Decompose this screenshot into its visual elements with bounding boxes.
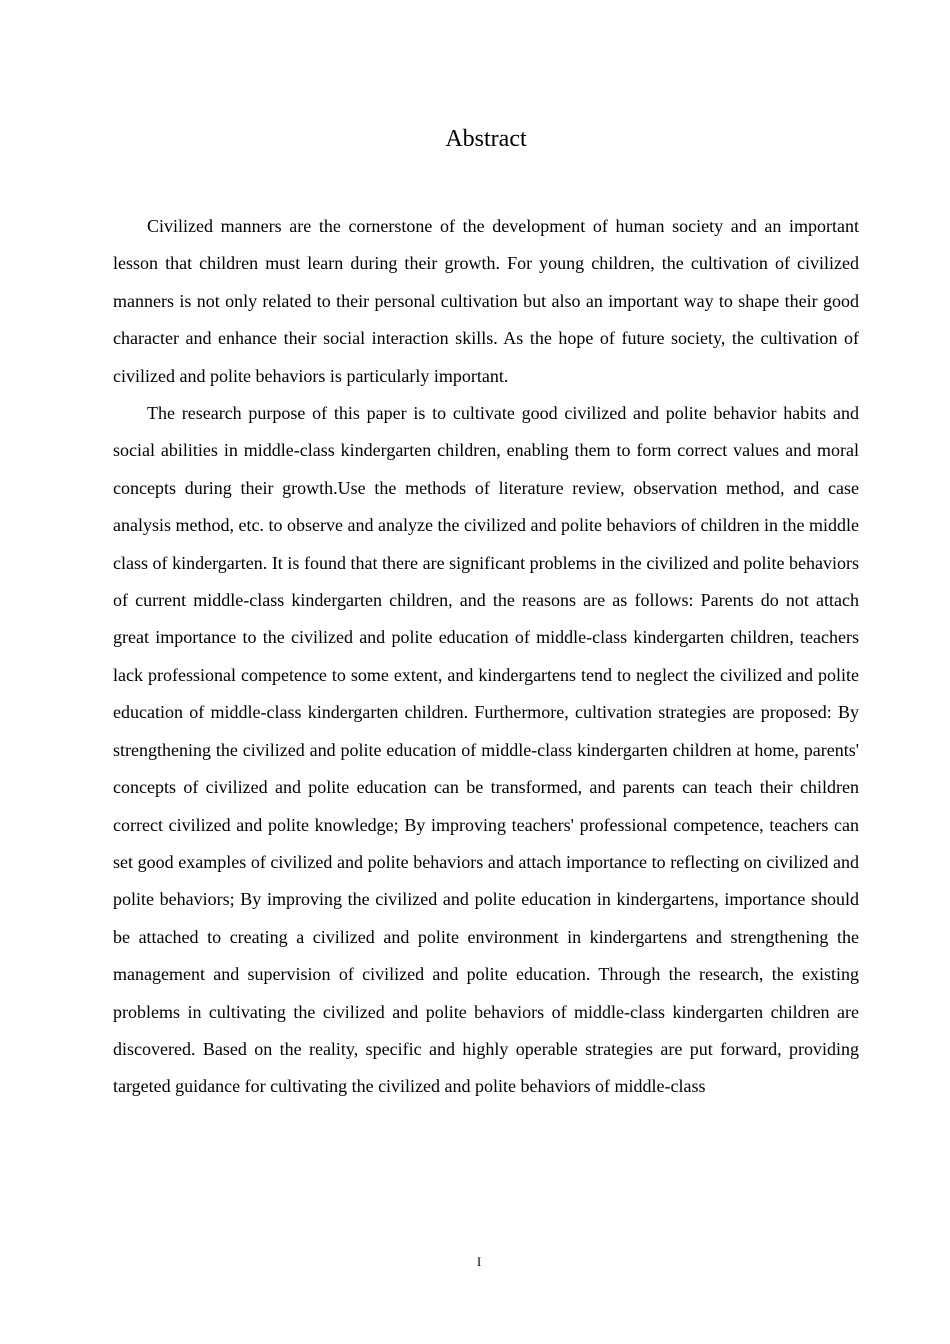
abstract-paragraph-1: Civilized manners are the cornerstone of the development of human society and an important lesson that children must learn during their growth. For young children, the cultivation of civilized manners is not only related to their personal cultivation but also an important way to shape their good character and enhance their social interaction skills. As the hope of future society, the cultivation of civilized and polite behaviors is particularly important. (113, 216, 859, 386)
abstract-body (113, 208, 859, 1106)
abstract-paragraph-2: The research purpose of this paper is to cultivate good civilized and polite behavior habits and social abilities in middle-class kindergarten children, enabling them to form correct values and moral concepts during their growth.Use the methods of literature review, observation method, and case analysis method, etc. to observe and analyze the civilized and polite behaviors of children in the middle class of kindergarten. It is found that there are significant problems in the civilized and polite behaviors of current middle-class kindergarten children, and the reasons are as follows: Parents do not attach great importance to the civilized and polite education of middle-class kindergarten children, teachers lack professional competence to some extent, and kindergartens tend to neglect the civilized and polite education of middle-class kindergarten children. Furthermore, cultivation strategies are proposed: By strengthening the civilized and polite education of middle-class kindergarten children at home, parents' concepts of civilized and polite education can be transformed, and parents can teach their children correct civilized and polite knowledge; By improving teachers' professional competence, teachers can set good examples of civilized and polite behaviors and attach importance to reflecting on civilized and polite behaviors; By improving the civilized and polite education in kindergartens, importance should be attached to creating a civilized and polite environment in kindergartens and strengthening the management and supervision of civilized and polite education. Through the research, the existing problems in cultivating the civilized and polite behaviors of middle-class kindergarten children are discovered. Based on the reality, specific and highly operable strategies are put forward, providing targeted guidance for cultivating the civilized and polite behaviors of middle-class (113, 403, 859, 1097)
abstract-title: Abstract (445, 126, 527, 152)
page-number: I (476, 1254, 482, 1269)
